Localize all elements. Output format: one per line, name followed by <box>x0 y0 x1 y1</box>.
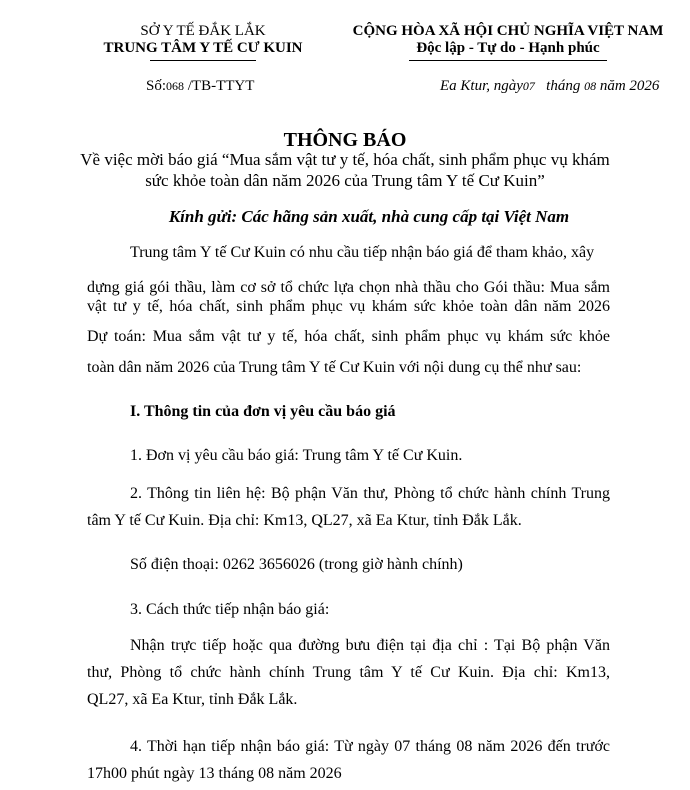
receiving-method-line2: thư, Phòng tổ chức hành chính Trung tâm Y tế Cư Kuin. Địa chỉ: Km13, <box>87 664 610 681</box>
doc-number-prefix: Số: <box>146 78 167 94</box>
intro-line-5: toàn dân năm 2026 của Trung tâm Y tế Cư Kuin với nội dung cụ thể như sau: <box>87 359 582 376</box>
intro-line-3: vật tư y tế, hóa chất, sinh phẩm phục vụ khám sức khỏe toàn dân năm 2026 <box>87 298 610 315</box>
requester-item: 1. Đơn vị yêu cầu báo giá: Trung tâm Y tế Cư Kuin. <box>130 447 463 464</box>
phone-number: Số điện thoại: 0262 3656026 (trong giờ hành chính) <box>130 556 463 573</box>
deadline-item-line1: 4. Thời hạn tiếp nhận báo giá: Từ ngày 07 tháng 08 năm 2026 đến trước <box>130 738 610 755</box>
date-year: năm 2026 <box>599 78 660 94</box>
date-day: 07 <box>522 79 535 93</box>
org-underline <box>150 60 256 61</box>
ministry-name: SỞ Y TẾ ĐẮK LẮK <box>140 23 266 39</box>
contact-item-line1: 2. Thông tin liên hệ: Bộ phận Văn thư, Phòng tổ chức hành chính Trung <box>130 485 610 502</box>
intro-line-2: dựng giá gói thầu, làm cơ sở tổ chức lựa chọn nhà thầu cho Gói thầu: Mua sắm <box>87 279 610 296</box>
receiving-method-item: 3. Cách thức tiếp nhận báo giá: <box>130 601 330 618</box>
doc-number-value: 068 <box>166 79 185 93</box>
document-subject-line1: Về việc mời báo giá “Mua sắm vật tư y tế, hóa chất, sinh phẩm phục vụ khám <box>80 150 610 169</box>
date-month: 08 <box>584 79 597 93</box>
motto-underline <box>409 60 607 61</box>
doc-number-suffix: /TB-TTYT <box>184 78 255 94</box>
contact-item-line2: tâm Y tế Cư Kuin. Địa chỉ: Km13, QL27, xã Ea Ktur, tỉnh Đắk Lắk. <box>87 512 522 529</box>
intro-line-1: Trung tâm Y tế Cư Kuin có nhu cầu tiếp nhận báo giá để tham khảo, xây <box>130 244 595 261</box>
motto: Độc lập - Tự do - Hạnh phúc <box>416 40 600 56</box>
receiving-method-line3: QL27, xã Ea Ktur, tỉnh Đắk Lắk. <box>87 691 298 708</box>
document-number <box>146 78 254 95</box>
recipient-line: Kính gửi: Các hãng sản xuất, nhà cung cấp tại Việt Nam <box>168 207 570 226</box>
deadline-item-line2: 17h00 phút ngày 13 tháng 08 năm 2026 <box>87 765 342 782</box>
document-title: THÔNG BÁO <box>283 129 407 151</box>
organization-name: TRUNG TÂM Y TẾ CƯ KUIN <box>103 40 303 56</box>
issue-date <box>440 78 659 95</box>
receiving-method-line1: Nhận trực tiếp hoặc qua đường bưu điện tại địa chỉ : Tại Bộ phận Văn <box>130 637 610 654</box>
section-heading: I. Thông tin của đơn vị yêu cầu báo giá <box>130 403 396 420</box>
date-month-word: tháng <box>546 78 581 94</box>
country-name: CỘNG HÒA XÃ HỘI CHỦ NGHĨA VIỆT NAM <box>352 23 664 39</box>
date-place: Ea Ktur, ngày <box>440 78 523 94</box>
document-subject-line2: sức khỏe toàn dân năm 2026 của Trung tâm Y tế Cư Kuin” <box>145 171 545 190</box>
intro-line-4: Dự toán: Mua sắm vật tư y tế, hóa chất, sinh phẩm phục vụ khám sức khỏe <box>87 328 610 345</box>
